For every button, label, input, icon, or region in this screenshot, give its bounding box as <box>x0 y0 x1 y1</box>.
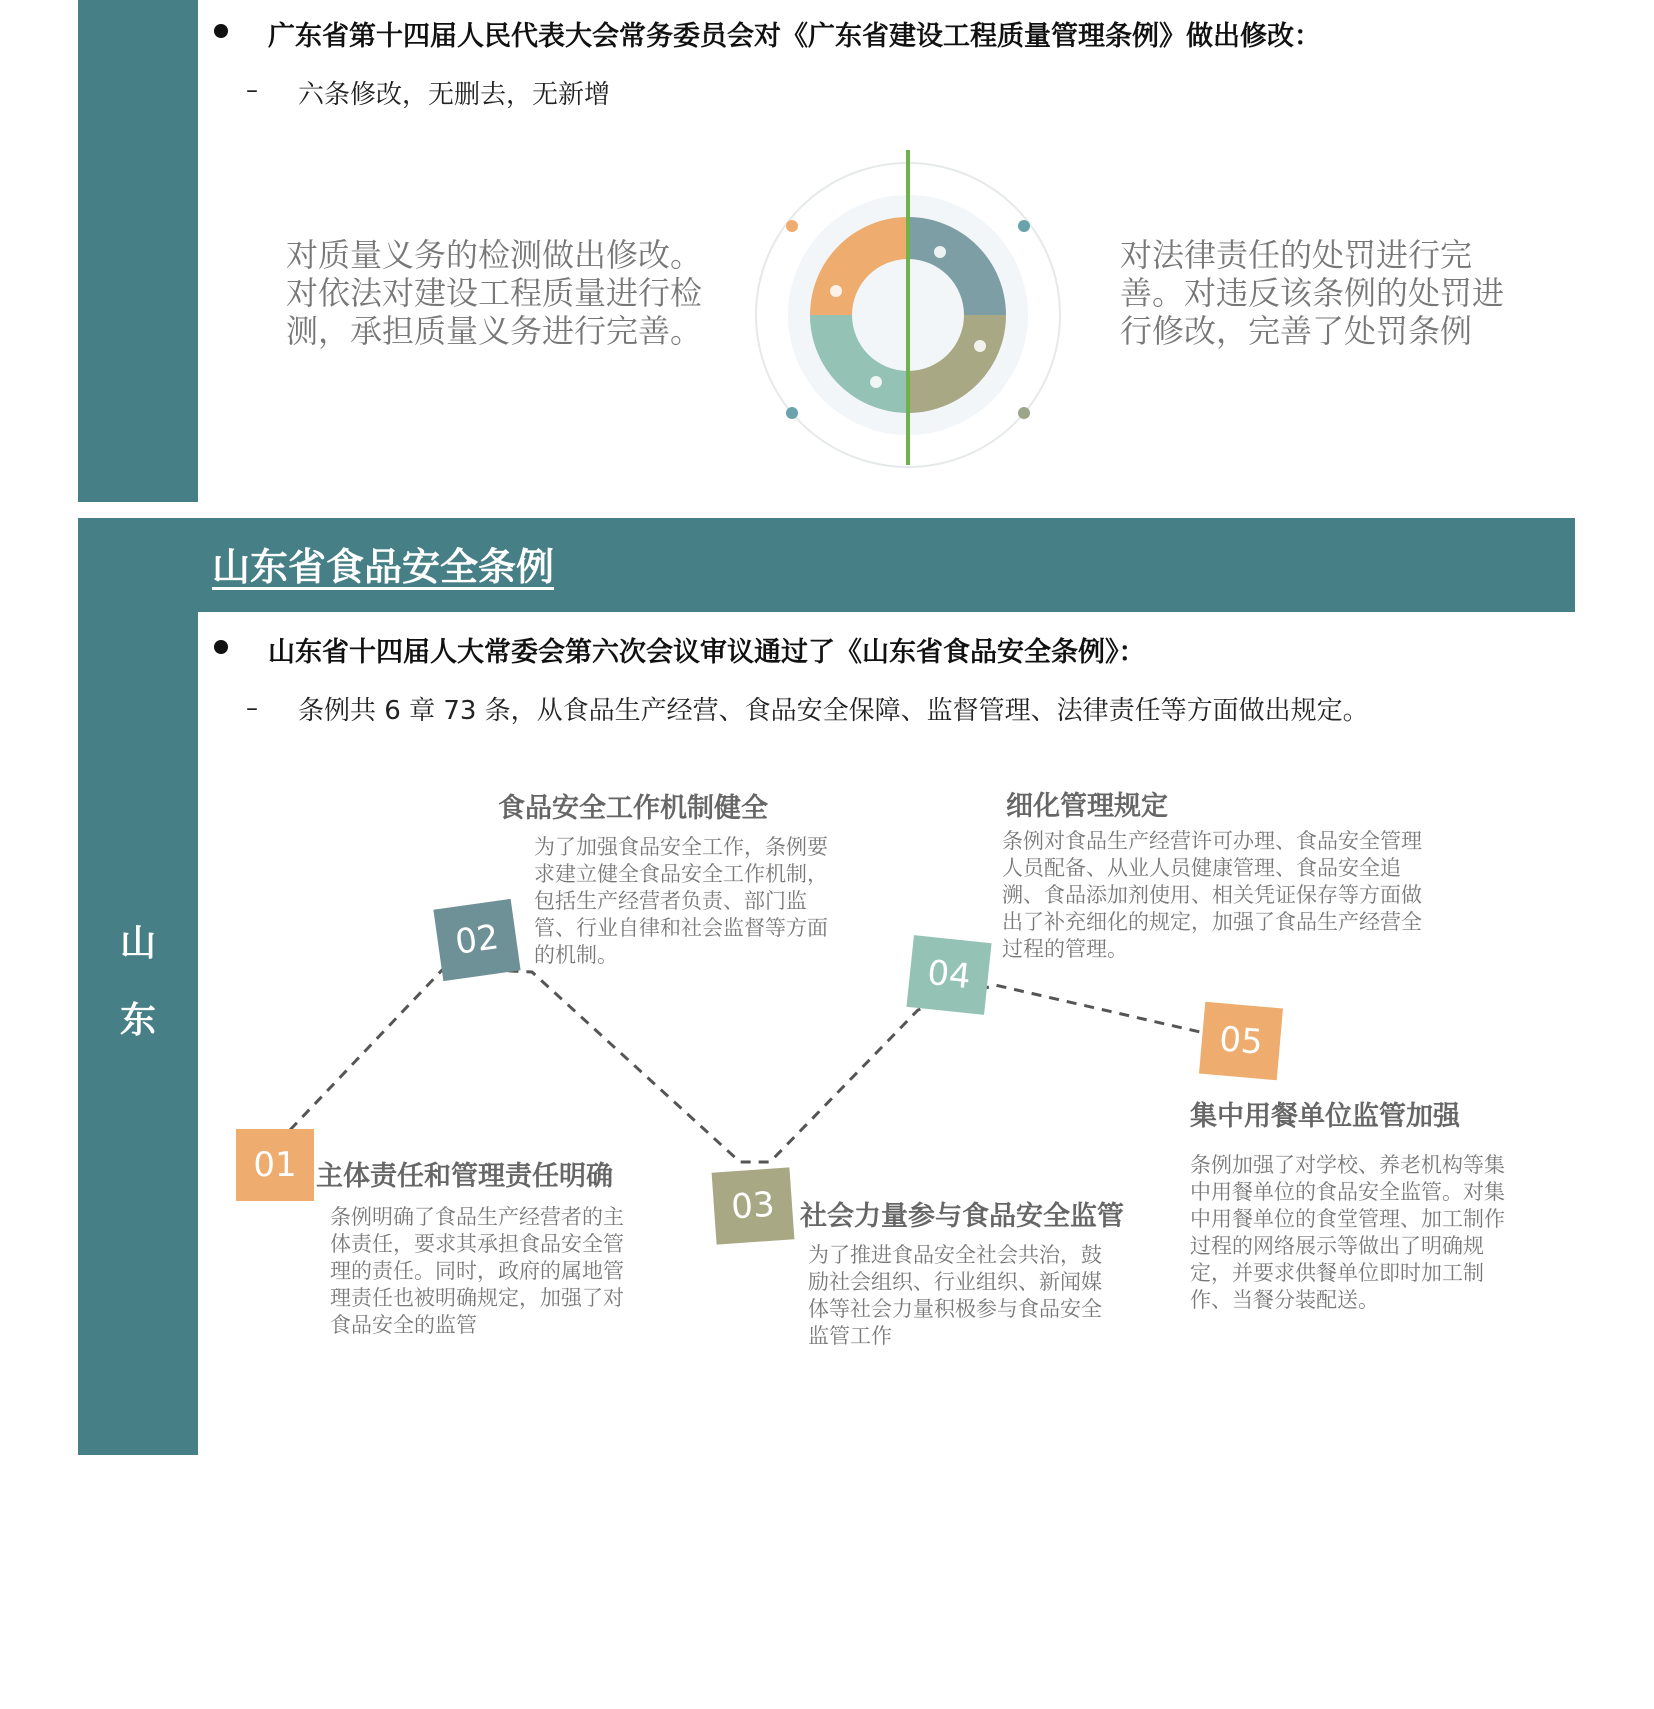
step-desc-03: 为了推进食品安全社会共治，鼓励社会组织、行业组织、新闻媒体等社会力量积极参与食品安全监管工作 <box>808 1243 1102 1348</box>
step-title-04: 细化管理规定 <box>1006 791 1168 822</box>
step-number-04: 04 <box>906 935 991 1015</box>
donut-right-text: 对法律责任的处罚进行完善。对违反该条例的处罚进行修改，完善了处罚条例 <box>1120 236 1505 350</box>
dashed-line <box>290 968 1200 1162</box>
step-desc-04: 条例对食品生产经营许可办理、食品安全管理人员配备、从业人员健康管理、食品安全追溯、食品添加剂使用、相关凭证保存等方面做出了补充细化的规定，加强了食品生产经营全过程的管理。 <box>1002 829 1422 961</box>
dash-marker: – <box>246 694 258 722</box>
step-title-05: 集中用餐单位监管加强 <box>1190 1101 1460 1132</box>
step-desc-05: 条例加强了对学校、养老机构等集中用餐单位的食品安全监管。对集中用餐单位的食堂管理、加工制作过程的网络展示等做出了明确规定，并要求供餐单位即时加工制作、当餐分装配送。 <box>1190 1153 1505 1312</box>
guangdong-heading: 广东省第十四届人民代表大会常务委员会对《广东省建设工程质量管理条例》做出修改： <box>268 21 1321 52</box>
shandong-heading: 山东省十四届人大常委会第六次会议审议通过了《山东省食品安全条例》： <box>268 637 1146 668</box>
dash-marker: – <box>246 76 258 104</box>
step-title-03: 社会力量参与食品安全监管 <box>800 1201 1124 1232</box>
step-title-02: 食品安全工作机制健全 <box>498 793 768 824</box>
section-title: 山东省食品安全条例 <box>212 545 555 589</box>
step-desc-01: 条例明确了食品生产经营者的主体责任，要求其承担食品安全管理的责任。同时，政府的属地管理责任也被明确规定，加强了对食品安全的监管 <box>330 1205 624 1337</box>
side-label-char-1: 山 <box>119 923 156 964</box>
step-desc-02: 为了加强食品安全工作，条例要求建立健全食品安全工作机制，包括生产经营者负责、部门监管、行业自律和社会监督等方面的机制。 <box>534 835 828 967</box>
step-number-02: 02 <box>433 899 520 981</box>
step-number-03: 03 <box>712 1167 795 1244</box>
guangdong-subpoint: 六条修改，无删去，无新增 <box>298 80 611 110</box>
step-number-01: 01 <box>236 1129 314 1201</box>
side-label-char-2: 东 <box>119 1000 156 1041</box>
step-title-01: 主体责任和管理责任明确 <box>316 1161 613 1192</box>
donut-left-text: 对质量义务的检测做出修改。对依法对建设工程质量进行检测，承担质量义务进行完善。 <box>286 236 703 350</box>
step-number-05: 05 <box>1199 1002 1283 1081</box>
shandong-subpoint: 条例共 6 章 73 条，从食品生产经营、食品安全保障、监督管理、法律责任等方面做出规定。 <box>298 696 1369 726</box>
